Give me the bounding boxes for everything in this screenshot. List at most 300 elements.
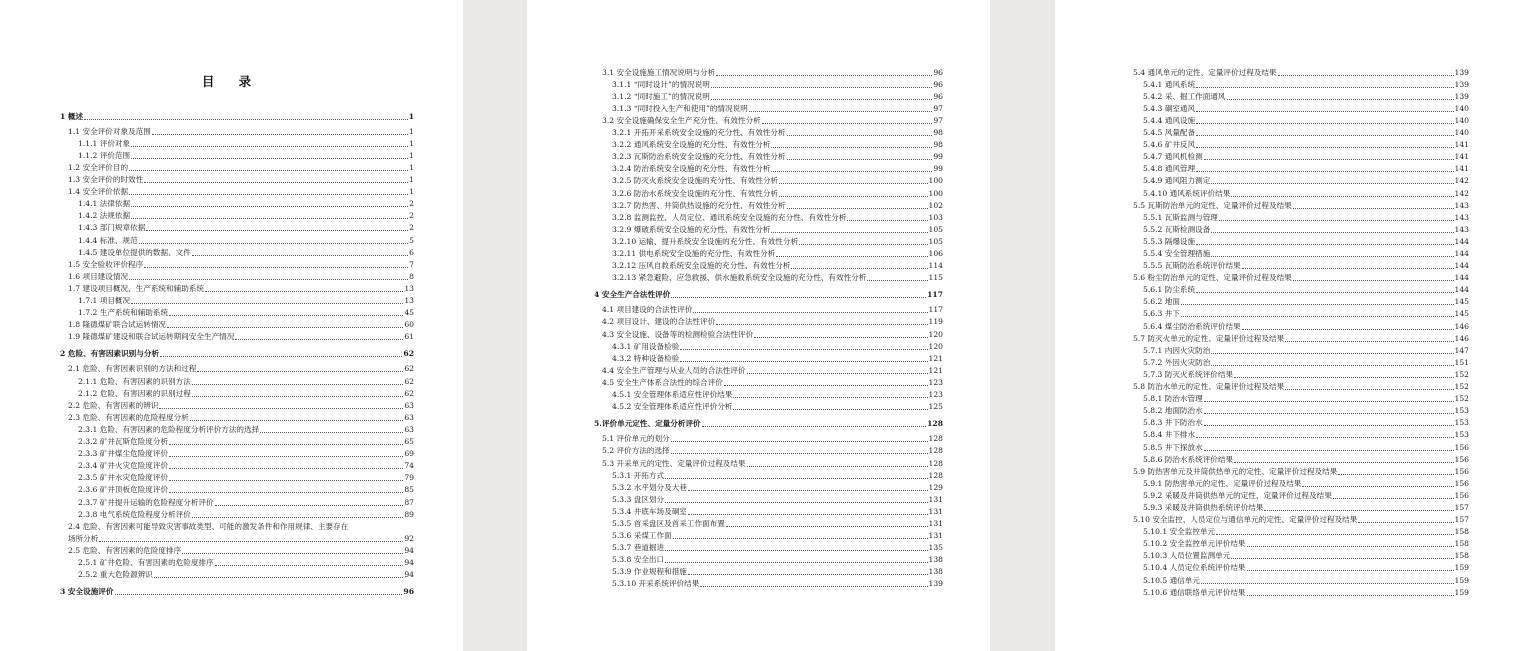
toc-entry[interactable]: [594, 417, 943, 429]
toc-page-number: 153: [1454, 418, 1469, 428]
toc-dot-leader: [159, 407, 403, 409]
toc-page-number: 1: [408, 111, 414, 121]
toc-entry[interactable]: [594, 577, 943, 589]
toc-page-number: 69: [404, 449, 414, 459]
toc-entry[interactable]: [594, 481, 943, 493]
toc-entry[interactable]: [1125, 162, 1469, 174]
toc-entry-title: 5.10.5 通信单元: [1143, 575, 1200, 585]
toc-entry[interactable]: [594, 327, 943, 339]
toc-entry[interactable]: [1125, 392, 1469, 404]
toc-dot-leader: [1196, 170, 1453, 172]
toc-entry[interactable]: [60, 137, 414, 149]
toc-entry[interactable]: [1125, 174, 1469, 186]
toc-dot-leader: [733, 396, 927, 398]
toc-dot-leader: [146, 229, 408, 231]
toc-dot-leader: [1234, 376, 1453, 378]
toc-entry[interactable]: [60, 233, 414, 245]
toc-entry[interactable]: [594, 288, 943, 300]
toc-entry[interactable]: [60, 374, 414, 386]
toc-entry[interactable]: [1125, 247, 1469, 259]
toc-entry-title: 3.2.7 防热害、井筒供热设施的充分性、有效性分析: [612, 200, 786, 210]
toc-entry-title: 3.2.3 瓦斯防治系统安全设施的充分性、有效性分析: [612, 152, 786, 162]
toc-dot-leader: [1333, 497, 1454, 499]
toc-entry-title: 3.1.3 “同时投入生产和使用”的情况说明: [612, 103, 748, 113]
toc-entry[interactable]: [1125, 368, 1469, 380]
toc-entry[interactable]: [60, 585, 414, 597]
toc-page-number: 152: [1454, 382, 1469, 392]
toc-entry[interactable]: [1125, 404, 1469, 416]
toc-entry[interactable]: [60, 161, 414, 173]
toc-entry[interactable]: [594, 271, 943, 283]
toc-entry-title: 2.5.2 重大危险源辨识: [78, 570, 153, 580]
toc-entry[interactable]: [594, 102, 943, 114]
toc-entry-title: 2.5.1 矿井危险、有害因素的危险度排序: [78, 557, 214, 567]
toc-dot-leader: [169, 491, 403, 493]
toc-dot-leader: [680, 360, 927, 362]
toc-page-number: 103: [928, 212, 943, 222]
toc-entry-title: 1.4.3 部门规章依据: [78, 223, 146, 233]
toc-dot-leader: [711, 86, 932, 88]
toc-entry[interactable]: [60, 318, 414, 330]
toc-entry[interactable]: [60, 387, 414, 399]
toc-entry[interactable]: [594, 211, 943, 223]
toc-page-number: 105: [928, 236, 943, 246]
toc-dot-leader: [215, 564, 404, 566]
toc-page-number: 1: [409, 187, 414, 197]
toc-dot-leader: [847, 219, 927, 221]
toc-entry[interactable]: [594, 493, 943, 505]
toc-entry[interactable]: [60, 306, 414, 318]
toc-entry-title: 3.2.8 监测监控、人员定位、通讯系统安全设施的充分性、有效性分析: [612, 212, 847, 222]
toc-dot-leader: [1338, 473, 1453, 475]
toc-entry[interactable]: [594, 529, 943, 541]
toc-entry[interactable]: [594, 388, 943, 400]
toc-dot-leader: [665, 477, 927, 479]
toc-entry[interactable]: [1125, 501, 1469, 513]
toc-entry[interactable]: [60, 508, 414, 520]
toc-dot-leader: [665, 549, 927, 551]
toc-page-number: 99: [933, 164, 943, 174]
toc-entry-title: 5.7.2 外因火灾防治: [1143, 357, 1211, 367]
toc-entry[interactable]: [60, 362, 414, 374]
toc-entry[interactable]: [60, 471, 414, 483]
toc-dot-leader: [1211, 352, 1453, 354]
toc-dot-leader: [160, 355, 402, 357]
toc-dot-leader: [205, 290, 403, 292]
toc-entry-title: 2.3 危险、有害因素的危险程度分析: [68, 412, 189, 422]
toc-entry[interactable]: [1125, 307, 1469, 319]
toc-entry[interactable]: [1125, 211, 1469, 223]
toc-page-number: 13: [404, 296, 414, 305]
toc-entry[interactable]: [1125, 573, 1469, 585]
toc-entry-title: 4.4 安全生产管理与从业人员的合法性评价: [602, 365, 746, 375]
toc-entry[interactable]: [1125, 380, 1469, 392]
toc-entry[interactable]: [1125, 525, 1469, 537]
toc-dot-leader: [1247, 545, 1454, 547]
toc-entry[interactable]: [60, 447, 414, 459]
toc-dot-leader: [749, 110, 933, 112]
toc-entry-title: 5.8.2 地面防治水: [1143, 406, 1203, 416]
toc-entry[interactable]: [594, 150, 943, 162]
toc-dot-leader: [192, 383, 403, 385]
toc-title: 目 录: [201, 74, 262, 89]
toc-entry[interactable]: [594, 469, 943, 481]
toc-entry-title: 5.9.3 采暖及井筒供热系统评价结果: [1143, 502, 1264, 512]
toc-entry[interactable]: [594, 553, 943, 565]
toc-page-number: 60: [404, 320, 414, 330]
toc-entry[interactable]: [594, 247, 943, 259]
toc-page-number: 6: [409, 247, 414, 257]
toc-dot-leader: [1196, 436, 1453, 438]
toc-page-number: 152: [1454, 369, 1469, 379]
toc-entry-title: 2.3.4 矿井火灾危险度评价: [78, 461, 169, 471]
toc-page-number: 131: [928, 531, 943, 541]
toc-entry-title: 5.9 防热害单元及井筒供热单元的定性、定量评价过程及结果: [1133, 466, 1338, 476]
toc-entry-title: 5.9.2 采暖及井筒供热单元的定性、定量评价过程及结果: [1143, 490, 1332, 500]
toc-entry-title: 3.2.6 防治水系统安全设施的充分性、有效性分析: [612, 188, 779, 198]
toc-page-number: 120: [928, 329, 943, 339]
toc-entry-title: 5.8.3 井下防治水: [1143, 418, 1203, 428]
toc-entry-title: 3.2.9 爆破系统安全设施的充分性、有效性分析: [612, 224, 771, 234]
toc-page-number: 159: [1454, 563, 1469, 573]
toc-page-number: 2: [409, 199, 414, 209]
toc-entry-title: 3.2.5 防灭火系统安全设施的充分性、有效性分析: [612, 176, 779, 186]
toc-entry-title: 4.3.1 矿用设备检验: [612, 341, 680, 351]
toc-entry[interactable]: [594, 78, 943, 90]
toc-page-number: 151: [1454, 357, 1469, 367]
toc-dot-leader: [144, 266, 408, 268]
toc-entry[interactable]: [60, 495, 414, 507]
toc-page-number: 139: [1454, 91, 1469, 101]
toc-dot-leader: [724, 384, 928, 386]
toc-dot-leader: [1196, 122, 1453, 124]
toc-entry[interactable]: [1125, 440, 1469, 452]
toc-entry-title: 5.10.3 人员位置监测单元: [1143, 551, 1231, 561]
toc-entry[interactable]: [60, 520, 414, 532]
toc-entry[interactable]: [60, 270, 414, 282]
toc-entry[interactable]: [60, 330, 414, 342]
toc-entry[interactable]: [1125, 150, 1469, 162]
toc-entry[interactable]: [60, 246, 414, 258]
toc-page-number: 62: [404, 376, 414, 386]
toc-entry-title: 5.3.4 井底车场及硐室: [612, 506, 687, 516]
toc-entry-title: 1.4.5 建设单位提供的数据、文件: [78, 247, 191, 257]
toc-page-number: 145: [1454, 309, 1469, 319]
toc-entry[interactable]: [1125, 356, 1469, 368]
toc-entry[interactable]: [594, 456, 943, 468]
toc-entry[interactable]: [594, 235, 943, 247]
toc-entry-title: 5.10.6 通信联络单元评价结果: [1143, 587, 1246, 597]
toc-page-number: 61: [404, 332, 414, 342]
toc-entry-title: 4.3 安全设施、设备等的检测检验合法性评价: [602, 329, 754, 339]
toc-entry[interactable]: [594, 340, 943, 352]
toc-page-number: 62: [404, 388, 414, 398]
toc-dot-leader: [799, 243, 927, 245]
toc-entry[interactable]: [1125, 477, 1469, 489]
toc-entry[interactable]: [1125, 102, 1469, 114]
toc-entry-title: 3.2.11 供电系统安全设施的充分性、有效性分析: [612, 249, 776, 258]
toc-entry[interactable]: [60, 221, 414, 233]
toc-entry-title: 5.8.1 防治水管理: [1143, 394, 1203, 404]
toc-entry[interactable]: [1125, 319, 1469, 331]
toc-entry-title: 5.4.1 通风系统: [1143, 79, 1196, 89]
toc-page-number: 157: [1454, 515, 1469, 525]
toc-page-number: 153: [1454, 430, 1469, 440]
toc-entry-title: 3.2.4 防治系统安全设施的充分性、有效性分析: [612, 164, 771, 174]
toc-entry[interactable]: [1125, 465, 1469, 477]
toc-entry[interactable]: [60, 125, 414, 137]
toc-dot-leader: [1211, 255, 1453, 257]
toc-entry[interactable]: [594, 90, 943, 102]
toc-page-number: 62: [403, 349, 414, 359]
toc-entry[interactable]: [1125, 513, 1469, 525]
toc-entry-title: 3.2.2 通风系统安全设施的充分性、有效性分析: [612, 140, 771, 150]
toc-entry-title: 5.5.3 隔爆设施: [1143, 236, 1196, 246]
toc-page-number: 123: [928, 377, 943, 387]
toc-page-number: 1: [409, 175, 414, 185]
toc-dot-leader: [131, 302, 403, 304]
toc-dot-leader: [867, 279, 927, 281]
toc-entry[interactable]: [594, 315, 943, 327]
toc-dot-leader: [169, 314, 403, 316]
toc-entry[interactable]: [1125, 561, 1469, 573]
toc-dot-leader: [693, 311, 927, 313]
toc-dot-leader: [1227, 98, 1454, 100]
toc-entry-title: 5.6.2 地面: [1143, 297, 1180, 307]
toc-page-number: 153: [1454, 406, 1469, 416]
toc-page-number: 139: [928, 579, 943, 589]
toc-page-number: 96: [933, 79, 943, 89]
toc-entry[interactable]: [594, 517, 943, 529]
toc-entry[interactable]: [60, 532, 414, 544]
toc-page-number: 1: [409, 162, 414, 172]
toc-page-number: 156: [1454, 442, 1469, 452]
toc-dot-leader: [192, 395, 403, 397]
toc-entry[interactable]: [60, 258, 414, 270]
toc-page-number: 129: [928, 482, 943, 492]
toc-entry[interactable]: [594, 541, 943, 553]
toc-entry[interactable]: [60, 209, 414, 221]
toc-entry[interactable]: [1125, 199, 1469, 211]
toc-entry-title: 1.7.2 生产系统和辅助系统: [78, 308, 169, 318]
toc-entry-title: 1.6 项目建设情况: [68, 271, 129, 281]
toc-page-number: 121: [928, 365, 943, 375]
toc-page-number: 94: [404, 557, 414, 567]
toc-entry[interactable]: [60, 483, 414, 495]
toc-entry[interactable]: [60, 197, 414, 209]
toc-dot-leader: [688, 513, 928, 515]
toc-entry-title: 4 安全生产合法性评价: [594, 290, 671, 300]
toc-page-number: 131: [928, 518, 943, 528]
toc-entry[interactable]: [594, 444, 943, 456]
toc-entry[interactable]: [594, 138, 943, 150]
toc-entry-title: 4.5 安全生产体系合法性的综合评价: [602, 377, 723, 387]
toc-page-number: 62: [404, 364, 414, 374]
toc-dot-leader: [1201, 582, 1454, 584]
toc-entry[interactable]: [1125, 78, 1469, 90]
toc-page-number: 159: [1454, 587, 1469, 597]
toc-page-number: 156: [1454, 490, 1469, 500]
toc-entry[interactable]: [1125, 114, 1469, 126]
toc-entry[interactable]: [1125, 428, 1469, 440]
toc-dot-leader: [733, 408, 927, 410]
toc-entry[interactable]: [594, 186, 943, 198]
toc-page-number: 139: [1454, 67, 1469, 77]
toc-entry[interactable]: [60, 544, 414, 556]
toc-entry[interactable]: [594, 223, 943, 235]
toc-page-number: 158: [1454, 551, 1469, 561]
toc-dot-leader: [1293, 279, 1454, 281]
toc-entry[interactable]: [1125, 537, 1469, 549]
toc-dot-leader: [688, 573, 928, 575]
toc-entry[interactable]: [60, 110, 414, 122]
toc-page-number: 1: [409, 138, 414, 148]
toc-entry[interactable]: [1125, 332, 1469, 344]
toc-entry[interactable]: [594, 364, 943, 376]
toc-entry[interactable]: [594, 66, 943, 78]
toc-page-number: 141: [1454, 152, 1469, 162]
toc-entry[interactable]: [594, 376, 943, 388]
toc-entry-title: 5.8 防治水单元的定性、定量评价过程及结果: [1133, 382, 1285, 392]
toc-entry[interactable]: [60, 399, 414, 411]
toc-page-number: 92: [404, 533, 414, 543]
toc-entry[interactable]: [594, 505, 943, 517]
toc-page-number: 158: [1454, 527, 1469, 537]
toc-entry[interactable]: [1125, 549, 1469, 561]
toc-entry[interactable]: [594, 303, 943, 315]
toc-entry[interactable]: [594, 400, 943, 412]
toc-dot-leader: [197, 370, 403, 372]
toc-dot-leader: [1285, 340, 1453, 342]
toc-entry[interactable]: [1125, 186, 1469, 198]
toc-page-number: 2: [409, 211, 414, 221]
toc-dot-leader: [131, 205, 408, 207]
toc-entry[interactable]: [1125, 126, 1469, 138]
toc-entry[interactable]: [594, 565, 943, 577]
toc-dot-leader: [131, 157, 408, 159]
toc-entry-title: 3.2.10 运输、提升系统安全设施的充分性、有效性分析: [612, 236, 799, 246]
toc-dot-leader: [215, 504, 404, 506]
toc-entry[interactable]: [1125, 90, 1469, 102]
toc-entry[interactable]: [594, 174, 943, 186]
toc-entry-title: 1.4.2 法规依据: [78, 211, 131, 221]
toc-entry[interactable]: [60, 556, 414, 568]
toc-page-number: 100: [928, 176, 943, 186]
document-page-3: [1055, 0, 1515, 651]
toc-entry[interactable]: [60, 459, 414, 471]
toc-entry[interactable]: [594, 259, 943, 271]
toc-dot-leader: [1181, 303, 1454, 305]
toc-dot-leader: [1196, 146, 1453, 148]
toc-entry-title: 5.8.4 井下排水: [1143, 430, 1196, 440]
toc-entry[interactable]: [1125, 586, 1469, 598]
toc-entry[interactable]: [1125, 223, 1469, 235]
toc-entry[interactable]: [1125, 283, 1469, 295]
toc-page-number: 98: [933, 140, 943, 150]
toc-entry[interactable]: [1125, 138, 1469, 150]
toc-entry[interactable]: [594, 432, 943, 444]
toc-page-number: 138: [928, 567, 943, 577]
toc-dot-leader: [1242, 328, 1454, 330]
toc-entry[interactable]: [60, 435, 414, 447]
toc-entry[interactable]: [1125, 271, 1469, 283]
toc-page-number: 146: [1454, 321, 1469, 331]
toc-dot-leader: [1231, 195, 1453, 197]
toc-entry[interactable]: [1125, 489, 1469, 501]
toc-dot-leader: [192, 254, 408, 256]
toc-dot-leader: [716, 323, 927, 325]
toc-entry[interactable]: [1125, 453, 1469, 465]
toc-page-number: 1: [409, 126, 414, 136]
toc-entry-title: 3 安全设施评价: [60, 587, 114, 597]
toc-entry[interactable]: [1125, 295, 1469, 307]
toc-entry[interactable]: [594, 126, 943, 138]
toc-entry[interactable]: [1125, 235, 1469, 247]
toc-page-number: 156: [1454, 478, 1469, 488]
toc-dot-leader: [1196, 291, 1453, 293]
toc-entry[interactable]: [594, 199, 943, 211]
toc-dot-leader: [129, 169, 408, 171]
toc-entry[interactable]: [60, 568, 414, 580]
toc-entry[interactable]: [1125, 66, 1469, 78]
toc-dot-leader: [1285, 388, 1453, 390]
toc-entry-title: 5.3.1 开拓方式: [612, 470, 665, 480]
toc-dot-leader: [726, 525, 928, 527]
toc-entry-title: 5.3.3 盘区划分: [612, 494, 665, 504]
toc-entry[interactable]: [1125, 344, 1469, 356]
toc-page-number: 115: [928, 273, 943, 283]
toc-page-number: 121: [928, 353, 943, 363]
toc-entry[interactable]: [60, 185, 414, 197]
toc-entry[interactable]: [60, 294, 414, 306]
toc-page-number: 98: [933, 128, 943, 138]
toc-page-number: 1: [409, 150, 414, 160]
toc-dot-leader: [129, 193, 408, 195]
toc-entry-title: 2.3.7 矿井提升运输的危险程度分析评价: [78, 497, 214, 507]
toc-entry[interactable]: [60, 149, 414, 161]
toc-page-number: 128: [927, 419, 943, 429]
toc-entry-title: 5.10.4 人员定位系统评价结果: [1143, 563, 1246, 573]
toc-page-number: 142: [1454, 188, 1469, 198]
toc-entry[interactable]: [60, 411, 414, 423]
toc-entry[interactable]: [60, 423, 414, 435]
toc-page-number: 147: [1454, 345, 1469, 355]
toc-entry[interactable]: [1125, 416, 1469, 428]
toc-page-number: 144: [1454, 261, 1469, 271]
toc-page-number: 65: [404, 437, 414, 447]
toc-dot-leader: [131, 145, 408, 147]
toc-entry-title: 1.1 安全评价对象及范围: [68, 126, 151, 136]
toc-entry[interactable]: [594, 162, 943, 174]
toc-entry[interactable]: [594, 114, 943, 126]
toc-dot-leader: [190, 419, 404, 421]
toc-dot-leader: [99, 540, 403, 542]
toc-entry[interactable]: [594, 352, 943, 364]
toc-entry[interactable]: [1125, 259, 1469, 271]
toc-entry[interactable]: [60, 347, 414, 359]
toc-entry-title: 5.6.1 防尘系统: [1143, 285, 1196, 295]
toc-dot-leader: [169, 467, 403, 469]
toc-dot-leader: [1264, 509, 1453, 511]
toc-entry[interactable]: [60, 173, 414, 185]
toc-entry[interactable]: [60, 282, 414, 294]
toc-entry-title: 3.1.2 “同时施工”的情况说明: [612, 91, 710, 101]
toc-entry-title: 3.2 安全设施确保安全生产充分性、有效性分析: [602, 115, 761, 125]
toc-entry-title: 1.4 安全评价依据: [68, 187, 129, 197]
toc-entry-title: 1.8 隆德煤矿联合试运转情况: [68, 320, 167, 330]
toc-page-number: 106: [928, 249, 943, 258]
toc-entry-title: 5.5.1 瓦斯监测与管理: [1143, 212, 1218, 222]
